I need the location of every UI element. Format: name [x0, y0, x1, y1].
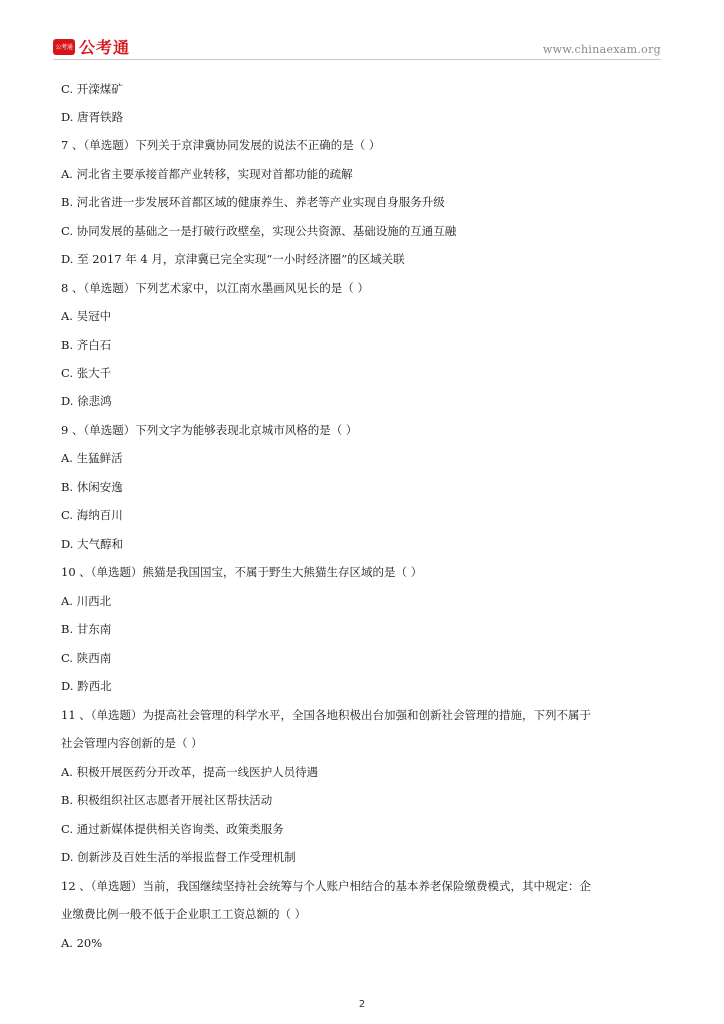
question-11: 11 、（单选题）为提高社会管理的科学水平，全国各地积极出台加强和创新社会管理的措施，下列不属于 — [61, 708, 592, 722]
question-9: 9 、（单选题）下列文字为能够表现北京城市风格的是（ ） — [61, 423, 358, 437]
logo-badge-icon: 公考通 — [53, 39, 75, 55]
text-line: A. 生猛鲜活 — [61, 451, 123, 465]
text-line: C. 协同发展的基础之一是打破行政壁垒，实现公共资源、基础设施的互通互融 — [61, 224, 457, 238]
text-line: 业缴费比例一般不低于企业职工工资总额的（ ） — [61, 907, 307, 921]
question-7: 7 、（单选题）下列关于京津冀协同发展的说法不正确的是（ ） — [61, 138, 381, 152]
page-header — [0, 0, 724, 60]
text-line: A. 20% — [61, 936, 103, 950]
text-line: C. 张大千 — [61, 366, 112, 380]
text-line: B. 河北省进一步发展环首都区域的健康养生、养老等产业实现自身服务升级 — [61, 195, 445, 209]
question-12: 12 、（单选题）当前，我国继续坚持社会统筹与个人账户相结合的基本养老保险缴费模式，其中规定：企 — [61, 879, 592, 893]
text-line: B. 积极组织社区志愿者开展社区帮扶活动 — [61, 793, 273, 807]
text-line: C. 海纳百川 — [61, 508, 123, 522]
text-line: D. 唐胥铁路 — [61, 110, 124, 124]
text-line: D. 至 2017 年 4 月，京津冀已完全实现“一小时经济圈”的区域关联 — [61, 252, 405, 266]
logo — [53, 35, 130, 58]
text-line: D. 大气醇和 — [61, 537, 124, 551]
logo-text: 公考通 — [79, 38, 131, 57]
text-line: B. 齐白石 — [61, 338, 112, 352]
question-10: 10 、（单选题）熊猫是我国国宝，不属于野生大熊猫生存区域的是（ ） — [61, 565, 423, 579]
text-line: A. 川西北 — [61, 594, 112, 608]
site-url: www.chinaexam.org — [542, 43, 661, 56]
text-line: B. 甘东南 — [61, 622, 112, 636]
header-divider — [53, 59, 661, 60]
page-number: 2 — [358, 999, 366, 1010]
text-line: B. 休闲安逸 — [61, 480, 123, 494]
text-line: C. 陕西南 — [61, 651, 112, 665]
text-line: A. 吴冠中 — [61, 309, 112, 323]
text-line: C. 开滦煤矿 — [61, 82, 123, 96]
text-line: 社会管理内容创新的是（ ） — [61, 736, 203, 750]
text-line: D. 徐悲鸿 — [61, 394, 112, 408]
text-line: D. 黔西北 — [61, 679, 112, 693]
text-line: D. 创新涉及百姓生活的举报监督工作受理机制 — [61, 850, 296, 864]
text-line: A. 积极开展医药分开改革，提高一线医护人员待遇 — [61, 765, 319, 779]
text-line: A. 河北省主要承接首都产业转移，实现对首都功能的疏解 — [61, 167, 353, 181]
question-8: 8 、（单选题）下列艺术家中，以江南水墨画风见长的是（ ） — [61, 281, 369, 295]
text-line: C. 通过新媒体提供相关咨询类、政策类服务 — [61, 822, 284, 836]
